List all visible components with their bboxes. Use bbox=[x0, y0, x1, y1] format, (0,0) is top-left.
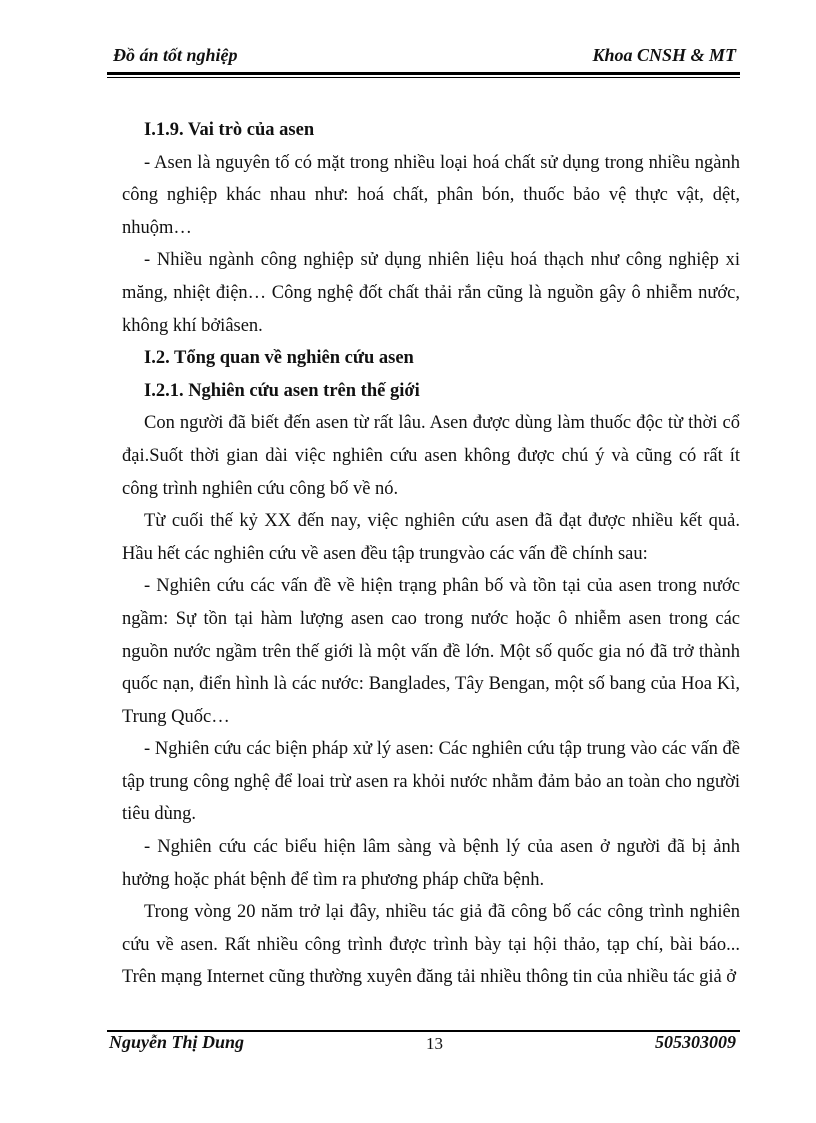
heading-1-2-1: I.2.1. Nghiên cứu asen trên thế giới bbox=[144, 380, 420, 401]
page-header bbox=[107, 44, 740, 72]
paragraph: - Nhiều ngành công nghiệp sử dụng nhiên liệu hoá thạch như công nghiệp xi măng, nhiệt điện… Công nghệ đốt chất thải rắn cũng là nguồn gây ô nhiễm nước, không khí bởiâsen. bbox=[122, 250, 740, 336]
heading-1-1-9: I.1.9. Vai trò của asen bbox=[144, 120, 315, 140]
paragraph: Từ cuối thế kỷ XX đến nay, việc nghiên cứu asen đã đạt được nhiều kết quả. Hầu hết các nghiên cứu về asen đều tập trungvào các vấn đề chính sau: bbox=[122, 511, 740, 564]
paragraph: - Asen là nguyên tố có mặt trong nhiều loại hoá chất sử dụng trong nhiều ngành công nghiệp khác nhau như: hoá chất, phân bón, thuốc bảo vệ thực vật, dệt, nhuộm… bbox=[122, 152, 740, 238]
header-title: Đồ án tốt nghiệp bbox=[113, 45, 238, 65]
header-rule-thick bbox=[107, 72, 740, 75]
heading-1-2: I.2. Tổng quan về nghiên cứu asen bbox=[144, 348, 414, 369]
footer-author: Nguyễn Thị Dung bbox=[109, 1032, 245, 1052]
footer-student-id: 505303009 bbox=[655, 1032, 736, 1052]
paragraph: - Nghiên cứu các biện pháp xử lý asen: Các nghiên cứu tập trung vào các vấn đề tập trung công nghệ để loai trừ asen ra khỏi nước nhằm đảm bảo an toàn cho người tiêu dùng. bbox=[122, 739, 740, 825]
document-body bbox=[122, 114, 740, 994]
paragraph: Con người đã biết đến asen từ rất lâu. Asen được dùng làm thuốc độc từ thời cổ đại.Suốt thời gian dài việc nghiên cứu asen không được chú ý và cũng có rất ít công trình nghiên cứu công bố về nó. bbox=[122, 413, 740, 499]
page-footer bbox=[107, 1032, 740, 1058]
page-number: 13 bbox=[426, 1034, 443, 1053]
header-department: Khoa CNSH & MT bbox=[592, 45, 736, 65]
paragraph: Trong vòng 20 năm trở lại đây, nhiều tác giả đã công bố các công trình nghiên cứu về asen. Rất nhiều công trình được trình bày tại hội thảo, tạp chí, bài báo... Trên mạng Internet cũng thường xuyên đăng tải nhiều thông tin của nhiều tác giả ở bbox=[122, 902, 740, 988]
paragraph: - Nghiên cứu các vấn đề về hiện trạng phân bố và tồn tại của asen trong nước ngầm: Sự tồn tại hàm lượng asen cao trong nước hoặc ô nhiễm asen trong các nguồn nước ngầm trên thế giới là một vấn đề lớn. Một số quốc gia nó đã trở thành quốc nạn, điển hình là các nước: Banglades, Tây Bengan, một số bang của Hoa Kì, Trung Quốc… bbox=[122, 576, 740, 727]
paragraph: - Nghiên cứu các biểu hiện lâm sàng và bệnh lý của asen ở người đã bị ảnh hưởng hoặc phát bệnh để tìm ra phương pháp chữa bệnh. bbox=[122, 837, 740, 890]
header-rule-thin bbox=[107, 77, 740, 78]
